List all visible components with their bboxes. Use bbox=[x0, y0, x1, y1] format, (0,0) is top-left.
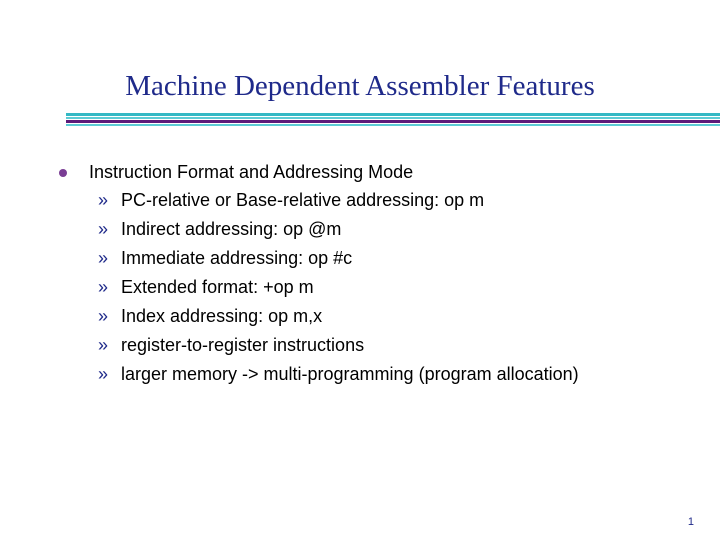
slide-title: Machine Dependent Assembler Features bbox=[125, 70, 595, 102]
title-rule-teal-upper bbox=[66, 117, 720, 119]
sub-bullet-text: Immediate addressing: op #c bbox=[121, 248, 353, 268]
bullet-item bbox=[0, 158, 720, 186]
double-chevron-icon: » bbox=[98, 277, 109, 297]
title-rule-teal-lower bbox=[66, 124, 720, 126]
bullet-text: Instruction Format and Addressing Mode bbox=[89, 162, 414, 182]
sub-bullet-text: Extended format: +op m bbox=[121, 277, 314, 297]
double-chevron-icon: » bbox=[98, 190, 109, 210]
sub-bullet-item bbox=[0, 244, 720, 273]
slide-content bbox=[0, 158, 720, 389]
title-rule-teal-top bbox=[66, 113, 720, 116]
sub-bullet-item bbox=[0, 186, 720, 215]
double-chevron-icon: » bbox=[98, 219, 109, 239]
sub-bullet-item bbox=[0, 331, 720, 360]
page-number: 1 bbox=[687, 516, 694, 528]
sub-bullet-text: PC-relative or Base-relative addressing: op m bbox=[121, 190, 485, 210]
double-chevron-icon: » bbox=[98, 364, 109, 384]
sub-bullet-list bbox=[0, 186, 720, 389]
sub-bullet-item bbox=[0, 302, 720, 331]
sub-bullet-item bbox=[0, 273, 720, 302]
sub-bullet-item bbox=[0, 360, 720, 389]
sub-bullet-item bbox=[0, 215, 720, 244]
double-chevron-icon: » bbox=[98, 306, 109, 326]
double-chevron-icon: » bbox=[98, 335, 109, 355]
double-chevron-icon: » bbox=[98, 248, 109, 268]
sub-bullet-text: register-to-register instructions bbox=[121, 335, 365, 355]
sub-bullet-text: Index addressing: op m,x bbox=[121, 306, 323, 326]
sub-bullet-text: larger memory -> multi-programming (program allocation) bbox=[121, 364, 579, 384]
bullet-dot-icon bbox=[59, 169, 67, 177]
sub-bullet-text: Indirect addressing: op @m bbox=[121, 219, 342, 239]
title-rule-purple bbox=[66, 120, 720, 123]
